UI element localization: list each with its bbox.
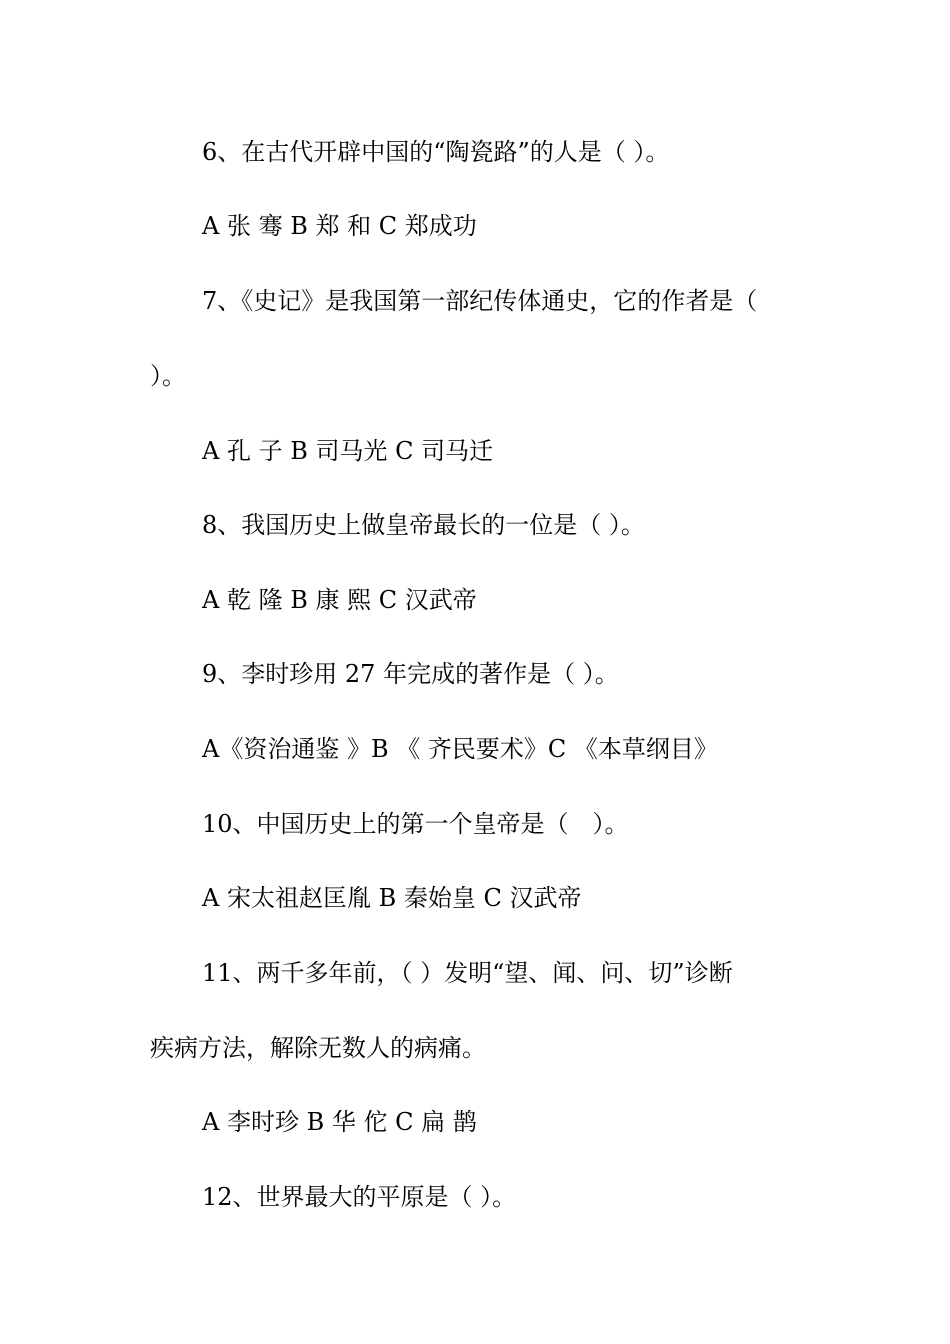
question-9-options: A《资治通鉴 》B 《 齐民要术》C 《本草纲目》 [202, 735, 718, 763]
question-8: 8、我国历史上做皇帝最长的一位是（ ）。 [202, 511, 645, 539]
question-6: 6、在古代开辟中国的“陶瓷路”的人是（ ）。 [202, 138, 670, 166]
question-12: 12、世界最大的平原是（ ）。 [202, 1183, 517, 1211]
question-11-options: A 李时珍 B 华 佗 C 扁 鹊 [202, 1108, 477, 1136]
question-10: 10、中国历史上的第一个皇帝是（ ）。 [202, 810, 629, 838]
question-8-options: A 乾 隆 B 康 熙 C 汉武帝 [202, 586, 477, 614]
question-9: 9、李时珍用 27 年完成的著作是（ ）。 [202, 660, 619, 688]
question-7-options: A 孔 子 B 司马光 C 司马迁 [202, 437, 494, 465]
question-7-line-2: ）。 [150, 362, 186, 390]
question-6-options: A 张 骞 B 郑 和 C 郑成功 [202, 212, 477, 240]
question-11-line-1: 11、两千多年前，（ ）发明“望、闻、问、切”诊断 [202, 959, 733, 987]
question-11-line-2: 疾病方法，解除无数人的病痛。 [150, 1034, 486, 1062]
question-10-options: A 宋太祖赵匡胤 B 秦始皇 C 汉武帝 [202, 884, 582, 912]
question-7-line-1: 7、《史记》是我国第一部纪传体通史，它的作者是（ [202, 287, 758, 315]
